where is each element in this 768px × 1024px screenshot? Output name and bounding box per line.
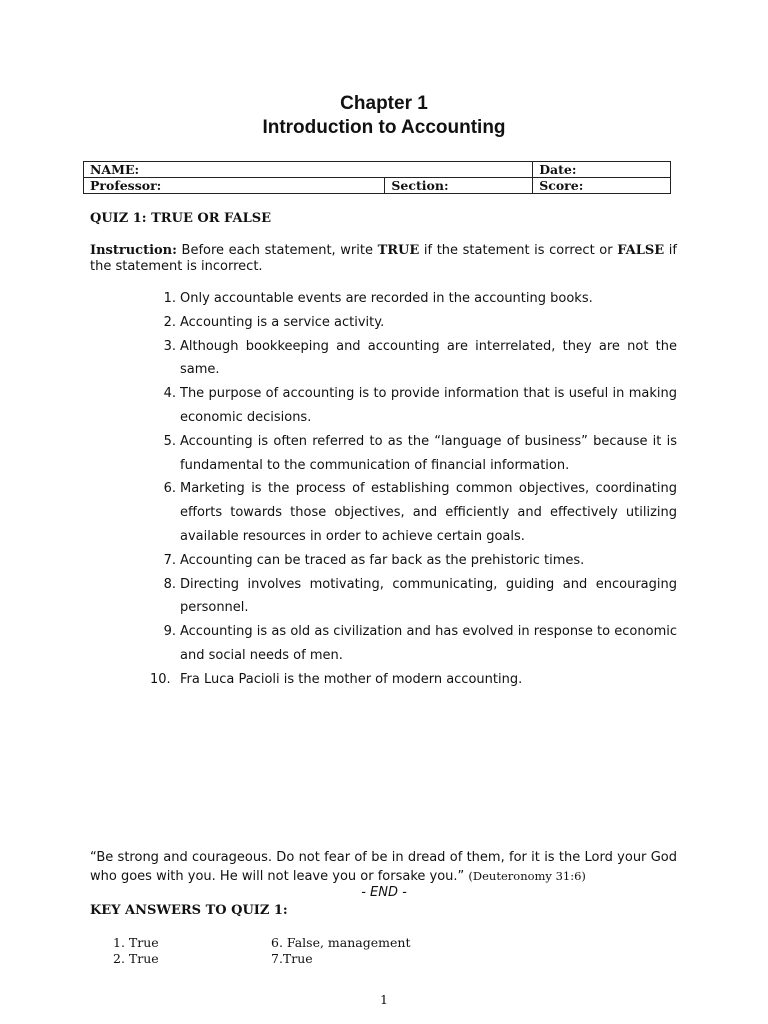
instruction-text-2: if the statement is correct or xyxy=(419,243,618,258)
page-number: 1 xyxy=(380,992,388,1007)
item-text: Only accountable events are recorded in the accounting books. xyxy=(180,291,593,306)
instruction-label: Instruction: xyxy=(90,243,177,258)
student-info-table xyxy=(83,161,671,194)
statement-list xyxy=(150,287,677,692)
item-number: 8. xyxy=(163,576,176,592)
answers-column-1 xyxy=(113,935,159,967)
info-row-2 xyxy=(84,178,671,194)
item-text: Directing involves motivating, communicating, guiding and encouraging personnel. xyxy=(180,576,677,616)
item-number: 9. xyxy=(163,624,176,640)
list-item xyxy=(163,382,677,430)
list-item xyxy=(163,477,677,548)
answer-item: 1. True xyxy=(113,935,159,950)
item-number: 5. xyxy=(163,433,176,449)
key-answers-heading: KEY ANSWERS TO QUIZ 1: xyxy=(90,903,288,918)
list-item xyxy=(163,287,677,311)
section-field: Section: xyxy=(385,178,533,194)
instruction-paragraph xyxy=(90,243,677,275)
quiz-heading: QUIZ 1: TRUE OR FALSE xyxy=(90,211,272,226)
quote-reference: (Deuteronomy 31:6) xyxy=(468,869,586,883)
chapter-heading: Chapter 1 xyxy=(340,93,428,114)
item-text: The purpose of accounting is to provide information that is useful in making economic decisions. xyxy=(180,386,677,425)
list-item xyxy=(150,668,677,692)
instruction-text-3: if the statement is incorrect. xyxy=(90,243,677,274)
item-text: Accounting can be traced as far back as the prehistoric times. xyxy=(180,552,585,568)
list-item xyxy=(163,549,677,573)
document-title: Introduction to Accounting xyxy=(262,117,506,138)
item-number: 10. xyxy=(150,671,171,687)
instruction-false: FALSE xyxy=(617,243,665,258)
list-item xyxy=(163,335,677,383)
professor-field: Professor: xyxy=(84,178,385,194)
end-marker: - END - xyxy=(361,885,407,900)
item-number: 4. xyxy=(163,386,176,402)
quote-text: “Be strong and courageous. Do not fear of be in dread of them, for it is the Lord your God who goes with you. He will not leave you or forsake you.” xyxy=(90,850,677,884)
item-number: 6. xyxy=(163,481,176,497)
bible-quote xyxy=(90,848,677,886)
list-item xyxy=(163,620,677,668)
date-field: Date: xyxy=(533,162,671,178)
info-row-1 xyxy=(84,162,671,178)
name-field: NAME: xyxy=(84,162,533,178)
list-item xyxy=(163,430,677,478)
instruction-text-1: Before each statement, write xyxy=(176,243,378,258)
instruction-true: TRUE xyxy=(377,243,420,258)
item-text: Fra Luca Pacioli is the mother of modern accounting. xyxy=(180,671,523,687)
answer-item: 7.True xyxy=(271,951,313,966)
item-text: Marketing is the process of establishing common objectives, coordinating efforts towards those objectives, and efficiently and effectively utilizing available resources in order to achieve certain goals. xyxy=(180,481,677,544)
item-text: Accounting is often referred to as the “language of business” because it is fundamental to the communication of financial information. xyxy=(180,433,677,473)
item-text: Accounting is as old as civilization and has evolved in response to economic and social needs of men. xyxy=(180,624,677,663)
item-number: 2. xyxy=(163,314,176,330)
list-item xyxy=(163,311,677,335)
answer-item: 2. True xyxy=(113,951,159,966)
answer-item: 6. False, management xyxy=(271,935,411,950)
item-number: 3. xyxy=(163,338,176,354)
item-text: Although bookkeeping and accounting are interrelated, they are not the same. xyxy=(180,338,677,378)
answers-column-2 xyxy=(271,935,410,967)
item-text: Accounting is a service activity. xyxy=(180,314,385,330)
list-item xyxy=(163,573,677,621)
item-number: 7. xyxy=(163,552,176,568)
score-field: Score: xyxy=(533,178,671,194)
item-number: 1. xyxy=(163,291,176,306)
